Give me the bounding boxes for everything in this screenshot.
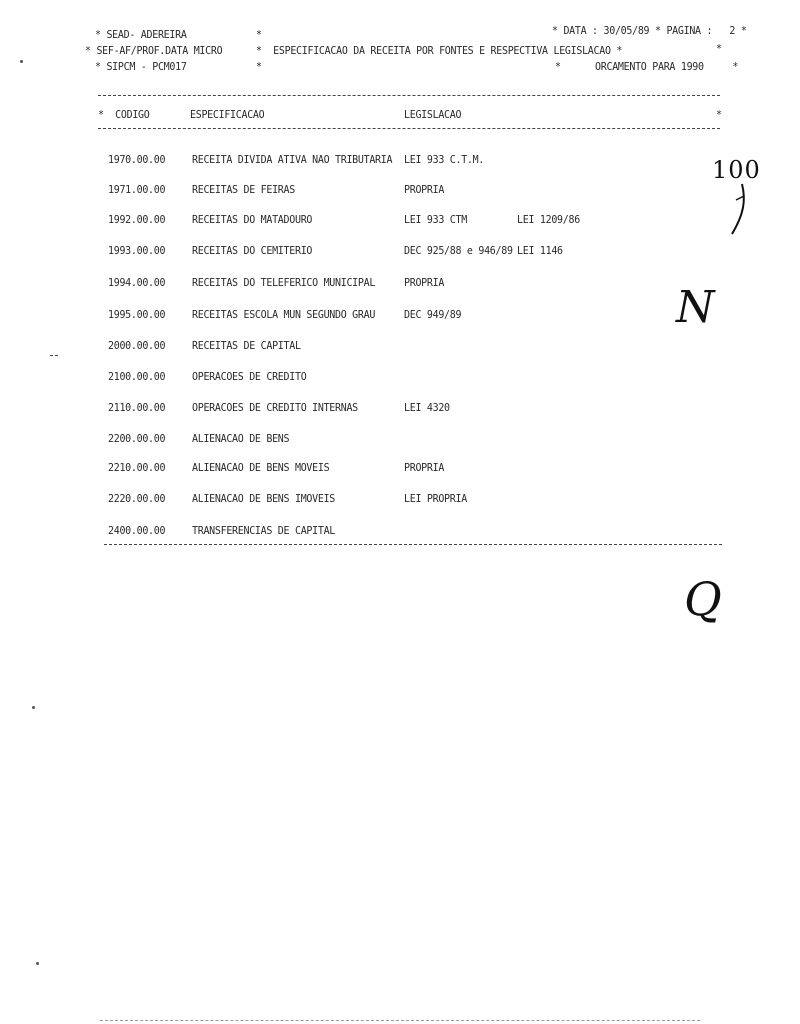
row-legislation-extra: LEI 1209/86 [517, 214, 580, 227]
row-code: 2400.00.00 [108, 525, 166, 538]
row-code: 2100.00.00 [108, 371, 166, 384]
row-legislation-extra: LEI 1146 [517, 245, 563, 258]
row-description: ALIENACAO DE BENS [192, 433, 290, 446]
row-description: ALIENACAO DE BENS IMOVEIS [192, 493, 336, 506]
column-leg: LEGISLACAO [404, 109, 462, 122]
header-star: * [256, 61, 262, 74]
row-legislation: DEC 949/89 [404, 309, 462, 322]
budget-line: * ORCAMENTO PARA 1990 * [555, 61, 739, 74]
row-code: 2220.00.00 [108, 493, 166, 506]
report-date: 30/05/89 [603, 25, 650, 38]
row-legislation: LEI 933 CTM [404, 214, 467, 227]
row-legislation: LEI 4320 [404, 402, 450, 415]
date-page-line: * DATA : 30/05/89 * PAGINA : 2 * [552, 25, 747, 38]
row-description: OPERACOES DE CREDITO [192, 371, 307, 384]
scan-speck [50, 355, 58, 356]
row-code: 2200.00.00 [108, 433, 166, 446]
row-description: RECEITAS ESCOLA MUN SEGUNDO GRAU [192, 309, 376, 322]
column-desc: ESPECIFICACAO [190, 109, 265, 122]
row-description: ALIENACAO DE BENS MOVEIS [192, 462, 330, 475]
row-code: 2000.00.00 [108, 340, 166, 353]
table-rule-top [98, 95, 720, 96]
header-star: * [256, 29, 262, 42]
scan-edge [100, 1020, 700, 1021]
handwritten-initial: N [676, 282, 715, 333]
scan-speck [36, 962, 39, 965]
row-description: RECEITAS DO CEMITERIO [192, 245, 313, 258]
row-description: RECEITA DIVIDA ATIVA NAO TRIBUTARIA [192, 154, 393, 167]
row-description: RECEITAS DE FEIRAS [192, 184, 295, 197]
row-description: RECEITAS DO MATADOURO [192, 214, 313, 227]
handwritten-signature: Q [684, 572, 722, 626]
header-star: * [716, 43, 722, 56]
row-code: 2110.00.00 [108, 402, 166, 415]
org-line-3: * SIPCM - PCM017 [95, 61, 187, 74]
column-header-row: * CODIGO [98, 109, 150, 122]
row-legislation: DEC 925/88 e 946/89 [404, 245, 513, 258]
org-line-2: * SEF-AF/PROF.DATA MICRO [85, 45, 223, 58]
row-legislation: LEI 933 C.T.M. [404, 154, 485, 167]
org-line-1: * SEAD- ADEREIRA [95, 29, 187, 42]
row-code: 1971.00.00 [108, 184, 166, 197]
row-legislation: PROPRIA [404, 462, 445, 475]
header-star: * [716, 109, 722, 122]
report-title: * ESPECIFICACAO DA RECEITA POR FONTES E RESPECTIVA LEGISLACAO * [256, 45, 623, 58]
row-code: 1994.00.00 [108, 277, 166, 290]
row-description: TRANSFERENCIAS DE CAPITAL [192, 525, 336, 538]
row-legislation: LEI PROPRIA [404, 493, 467, 506]
column-code: CODIGO [115, 109, 150, 122]
row-code: 1992.00.00 [108, 214, 166, 227]
row-legislation: PROPRIA [404, 277, 445, 290]
scan-speck [20, 60, 23, 63]
table-rule-bottom [104, 544, 722, 545]
page-number: 2 [729, 25, 736, 38]
row-code: 2210.00.00 [108, 462, 166, 475]
table-rule-mid [98, 128, 720, 129]
scan-speck [32, 706, 35, 709]
row-description: RECEITAS DO TELEFERICO MUNICIPAL [192, 277, 376, 290]
row-description: OPERACOES DE CREDITO INTERNAS [192, 402, 358, 415]
row-code: 1995.00.00 [108, 309, 166, 322]
row-legislation: PROPRIA [404, 184, 445, 197]
handwritten-page-number: 100 [712, 156, 761, 184]
row-code: 1993.00.00 [108, 245, 166, 258]
row-code: 1970.00.00 [108, 154, 166, 167]
row-description: RECEITAS DE CAPITAL [192, 340, 301, 353]
handwritten-stroke-icon [728, 182, 752, 238]
